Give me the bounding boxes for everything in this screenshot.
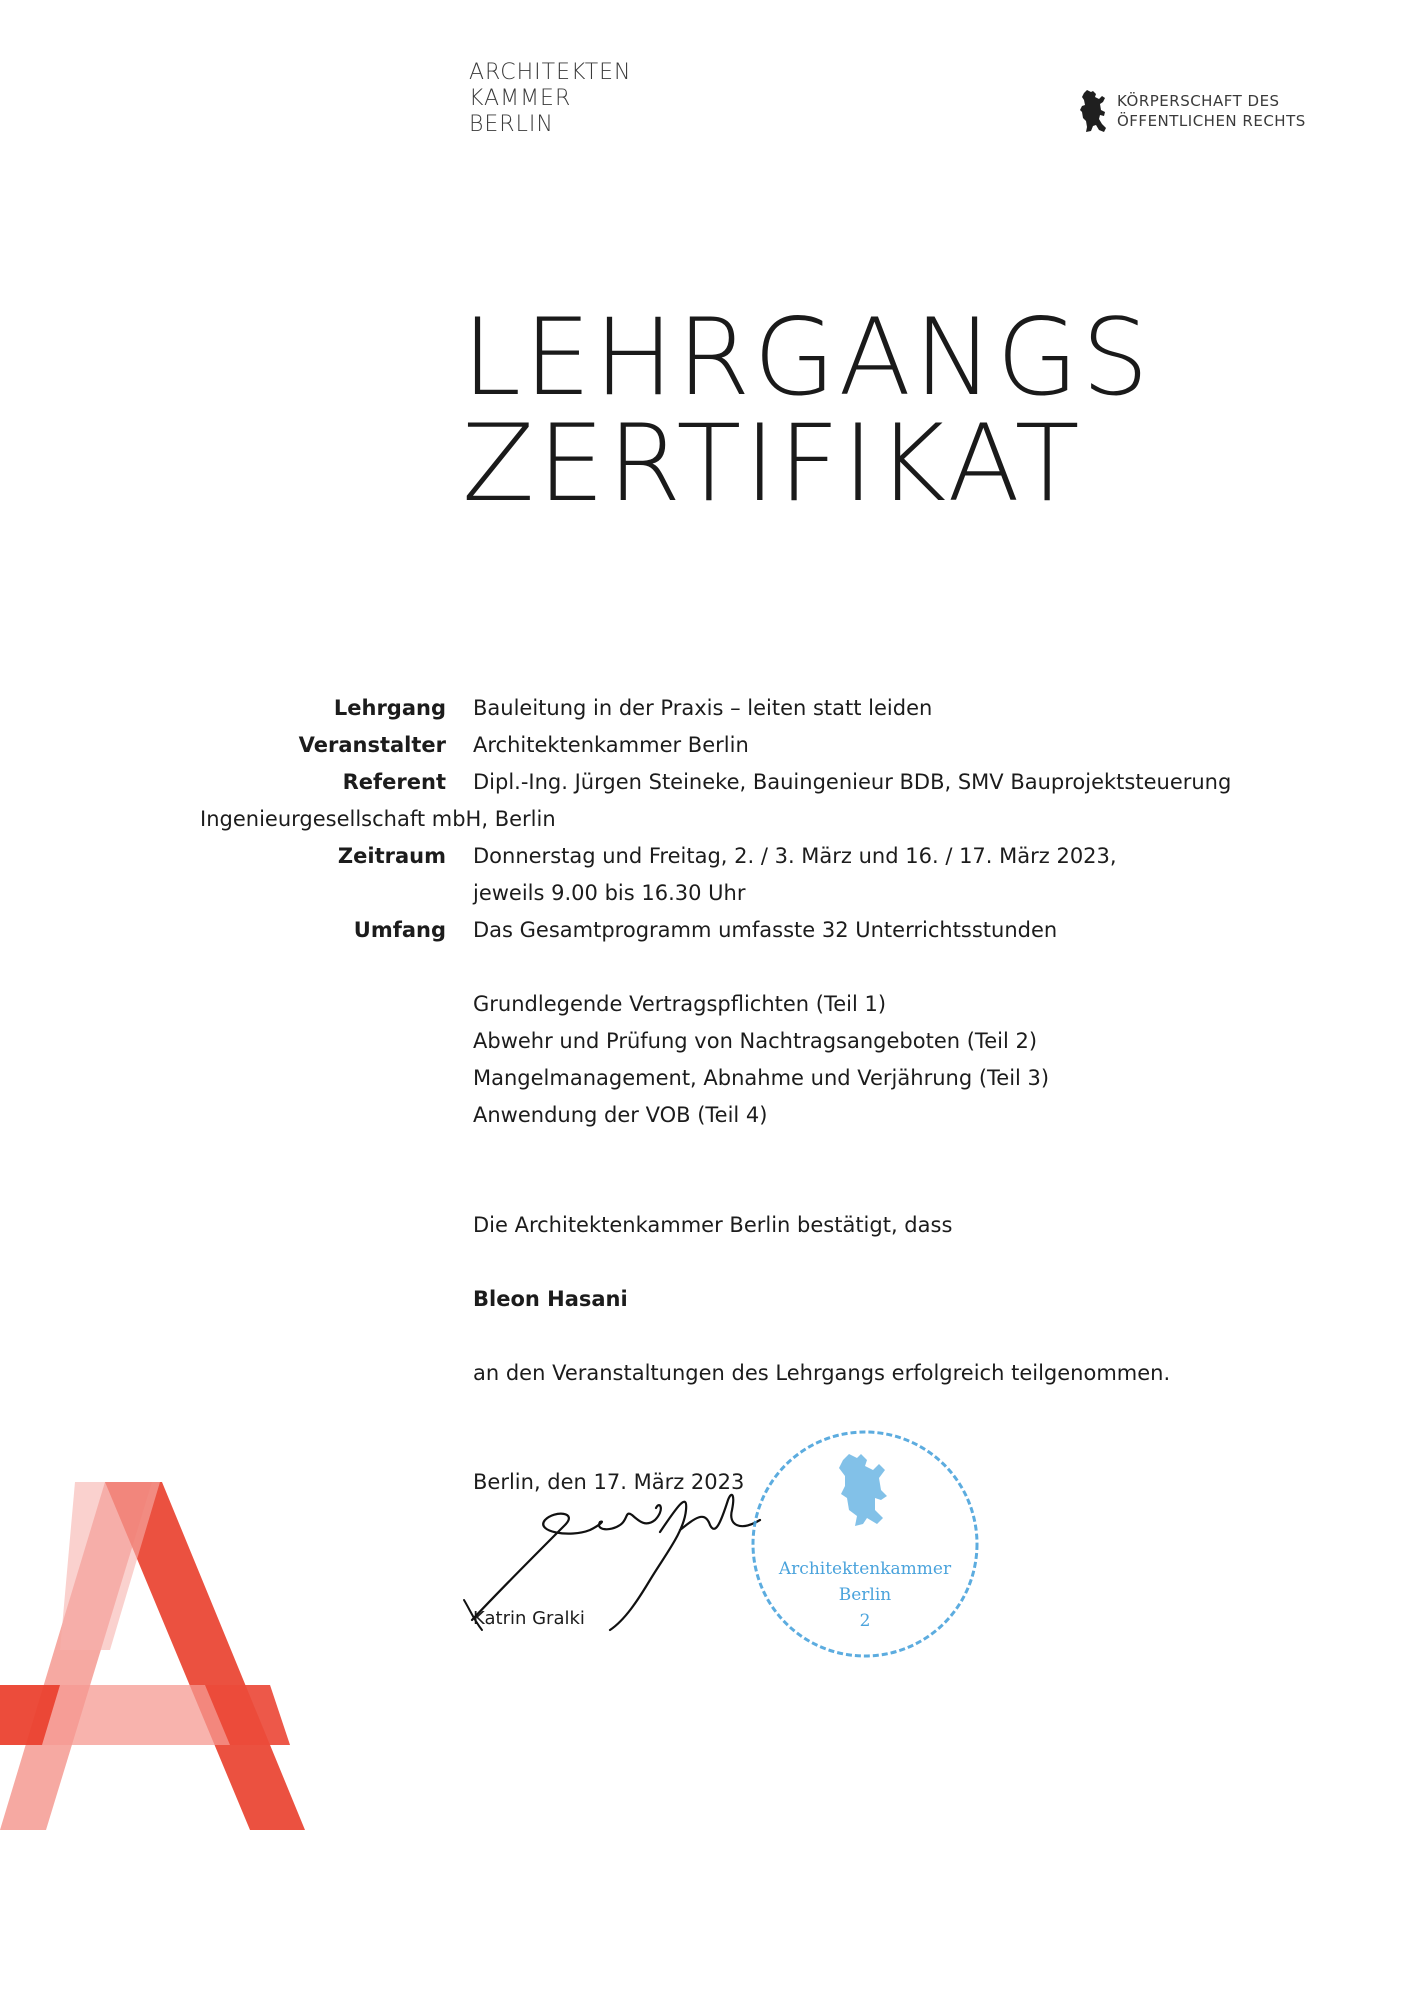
module-item: Anwendung der VOB (Teil 4) bbox=[473, 1103, 768, 1127]
title-line-1: LEHRGANGS bbox=[462, 296, 1152, 419]
place-date: Berlin, den 17. März 2023 bbox=[473, 1470, 745, 1494]
zeitraum-value-line-1: Donnerstag und Freitag, 2. / 3. März und 16. / 17. März 2023, bbox=[473, 844, 1117, 868]
stamp-line-2: Berlin bbox=[838, 1585, 892, 1605]
umfang-value: Das Gesamtprogramm umfasste 32 Unterrichtsstunden bbox=[473, 918, 1058, 942]
berlin-bear-icon bbox=[1078, 88, 1108, 134]
zeitraum-value-line-2: jeweils 9.00 bis 16.30 Uhr bbox=[473, 881, 746, 905]
org-logotype bbox=[469, 60, 632, 138]
module-item: Abwehr und Prüfung von Nachtragsangeboten (Teil 2) bbox=[473, 1029, 1038, 1053]
module-item: Grundlegende Vertragspflichten (Teil 1) bbox=[473, 992, 887, 1016]
participant-name: Bleon Hasani bbox=[473, 1287, 628, 1311]
corp-line-1: KÖRPERSCHAFT DES bbox=[1117, 92, 1280, 110]
corp-line-2: ÖFFENTLICHEN RECHTS bbox=[1117, 112, 1306, 130]
red-a-emblem bbox=[0, 1480, 320, 1830]
lehrgang-label: Lehrgang bbox=[333, 696, 446, 720]
official-stamp bbox=[745, 1424, 985, 1664]
referent-value-line-1: Dipl.-Ing. Jürgen Steineke, Bauingenieur BDB, SMV Bauprojektsteuerung bbox=[473, 770, 1232, 794]
stamp-line-1: Architektenkammer bbox=[778, 1559, 952, 1579]
org-line-1: ARCHITEKTEN bbox=[469, 60, 632, 85]
signatory-name: Katrin Gralki bbox=[473, 1608, 585, 1629]
org-line-2: KAMMER bbox=[469, 86, 572, 111]
certificate-title bbox=[462, 296, 1152, 525]
confirmation-outro: an den Veranstaltungen des Lehrgangs erfolgreich teilgenommen. bbox=[473, 1361, 1171, 1385]
corporation-block bbox=[1078, 88, 1306, 134]
handwritten-signature bbox=[460, 1470, 790, 1640]
stamp-line-3: 2 bbox=[859, 1611, 871, 1631]
module-item: Mangelmanagement, Abnahme und Verjährung (Teil 3) bbox=[473, 1066, 1050, 1090]
org-line-3: BERLIN bbox=[469, 112, 554, 137]
referent-value-line-2: Ingenieurgesellschaft mbH, Berlin bbox=[200, 807, 556, 831]
title-line-2: ZERTIFIKAT bbox=[462, 402, 1083, 525]
lehrgang-value: Bauleitung in der Praxis – leiten statt leiden bbox=[473, 696, 933, 720]
veranstalter-value: Architektenkammer Berlin bbox=[473, 733, 749, 757]
stamp-bear-icon bbox=[839, 1454, 887, 1526]
confirmation-intro: Die Architektenkammer Berlin bestätigt, dass bbox=[473, 1213, 953, 1237]
veranstalter-label: Veranstalter bbox=[298, 733, 446, 757]
zeitraum-label: Zeitraum bbox=[337, 844, 446, 868]
umfang-label: Umfang bbox=[353, 918, 446, 942]
referent-label: Referent bbox=[342, 770, 446, 794]
